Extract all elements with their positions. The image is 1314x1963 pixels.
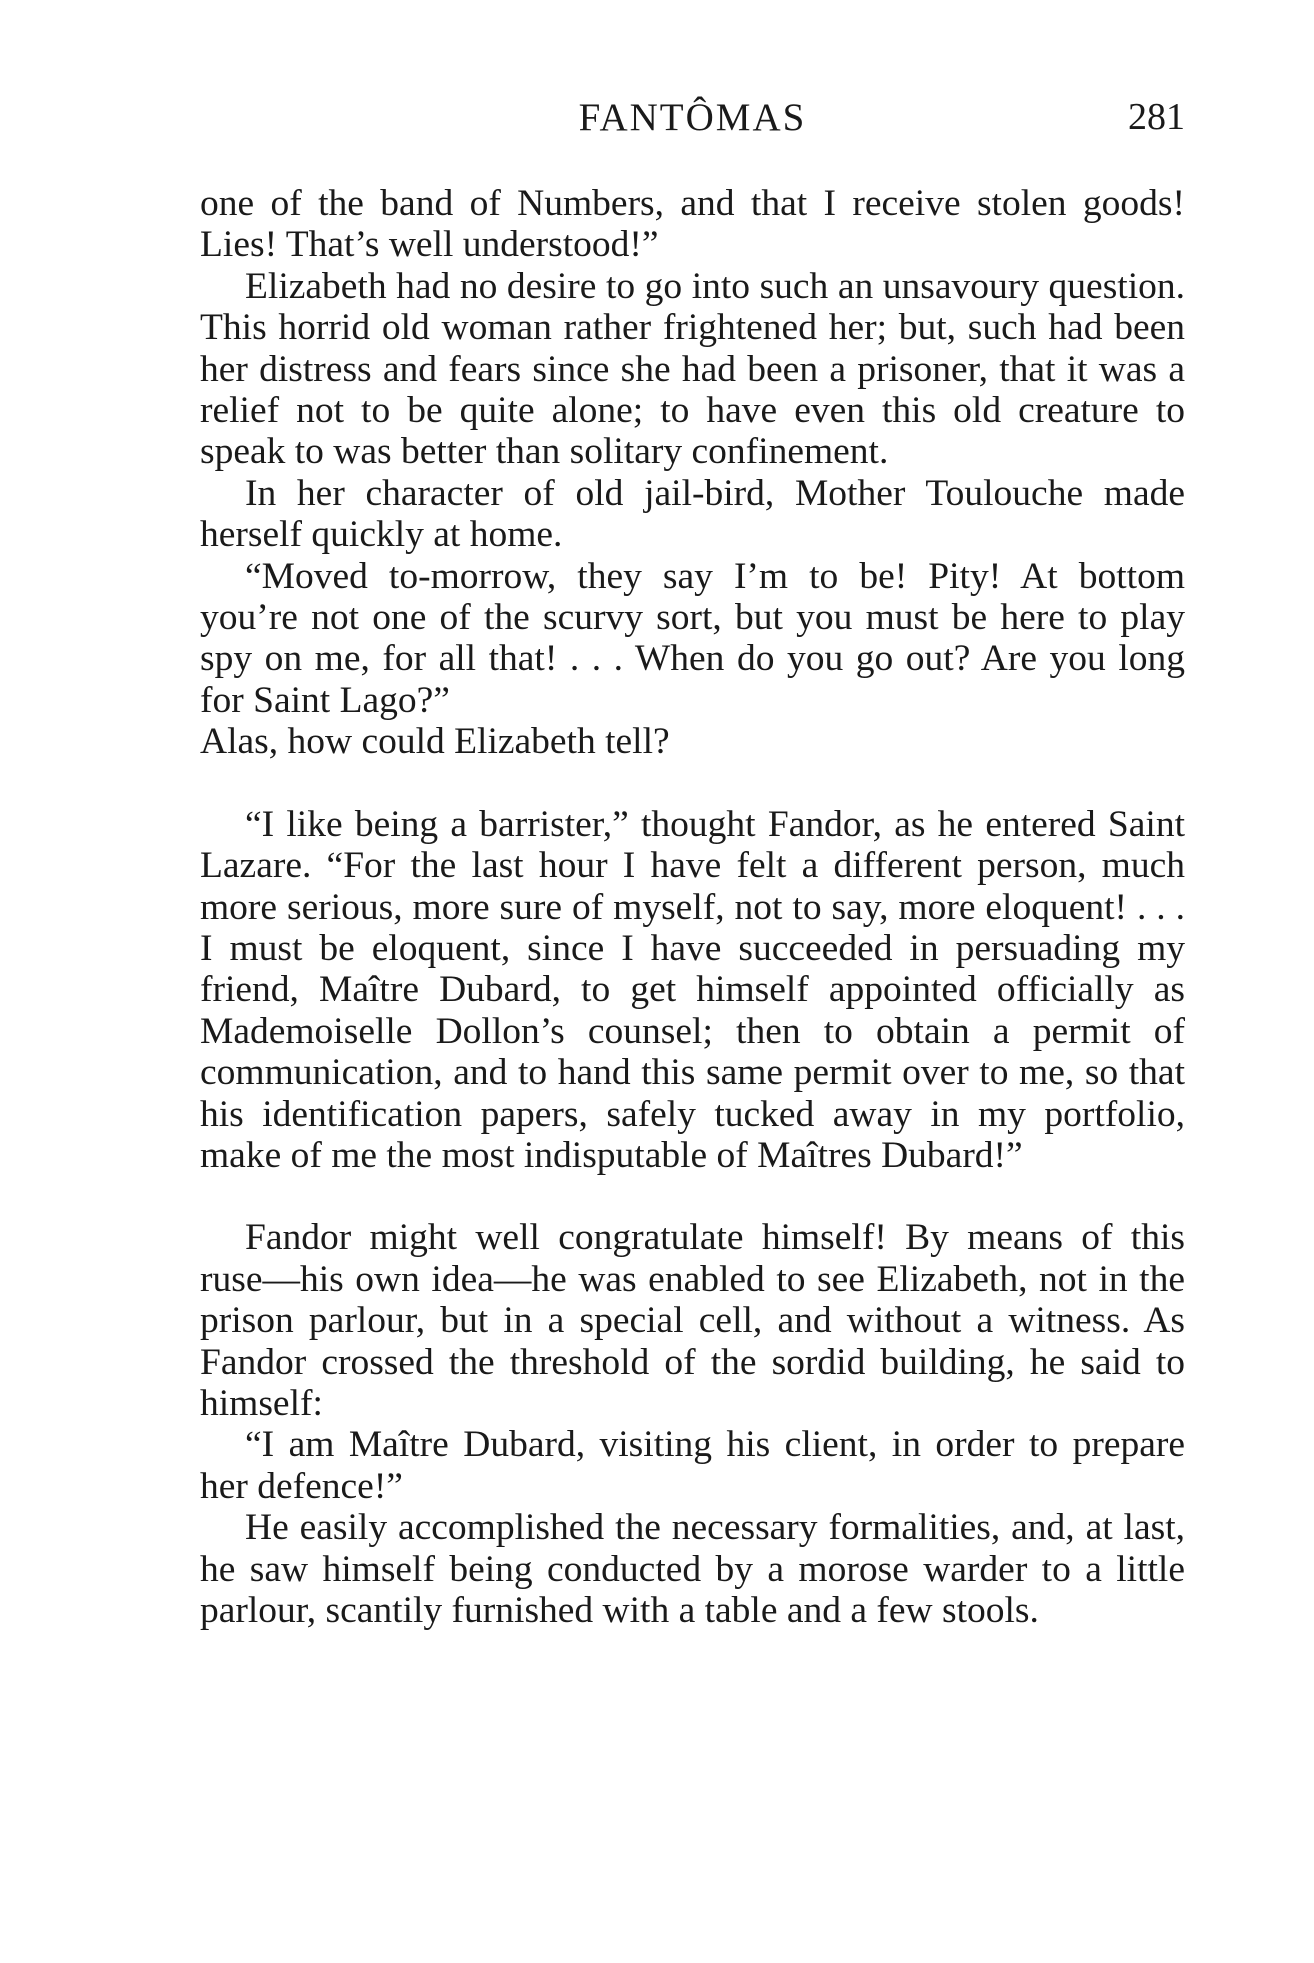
paragraph: Elizabeth had no desire to go into such an unsavoury question. This horrid old woman rather frightened her; but, such had been her distress and fears since she had been a prisoner, that it was a relief not to be quite alone; to have even this old creature to speak to was better than solitary confinement.	[200, 265, 1185, 473]
paragraph: “I am Maître Dubard, visiting his client, in order to prepare her defence!”	[200, 1424, 1185, 1507]
section-break	[200, 1176, 1185, 1217]
paragraph: “Moved to-morrow, they say I’m to be! Pity! At bottom you’re not one of the scurvy sort, but you must be here to play spy on me, for all that! . . . When do you go out? Are you long for Saint Lago?”	[200, 555, 1185, 721]
section-break	[200, 763, 1185, 804]
paragraph: Fandor might well congratulate himself! By means of this ruse—his own idea—he was enabled to see Elizabeth, not in the prison parlour, but in a special cell, and without a witness. As Fandor crossed the threshold of the sordid building, he said to himself:	[200, 1217, 1185, 1424]
paragraph: “I like being a barrister,” thought Fandor, as he entered Saint Lazare. “For the last hour I have felt a different person, much more serious, more sure of myself, not to say, more eloquent! . . . I must be eloquent, since I have succeeded in persuading my friend, Maître Dubard, to get himself appointed officially as Mademoiselle Dollon’s counsel; then to obtain a permit of communication, and to hand this same permit over to me, so that his identification papers, safely tucked away in my portfolio, make of me the most indisputable of Maîtres Dubard!”	[200, 803, 1185, 1176]
body-text	[200, 183, 1185, 1631]
page-number: 281	[1128, 96, 1185, 138]
paragraph: He easily accomplished the necessary formalities, and, at last, he saw himself being conducted by a morose warder to a little parlour, scantily furnished with a table and a few stools.	[200, 1507, 1185, 1631]
paragraph-continued: one of the band of Numbers, and that I receive stolen goods! Lies! That’s well understood!”	[200, 183, 1185, 266]
book-page	[200, 95, 1185, 1631]
page-header	[200, 95, 1185, 145]
running-title: FANTÔMAS	[578, 96, 807, 139]
paragraph: In her character of old jail-bird, Mother Toulouche made herself quickly at home.	[200, 472, 1185, 556]
paragraph: Alas, how could Elizabeth tell?	[200, 721, 670, 763]
